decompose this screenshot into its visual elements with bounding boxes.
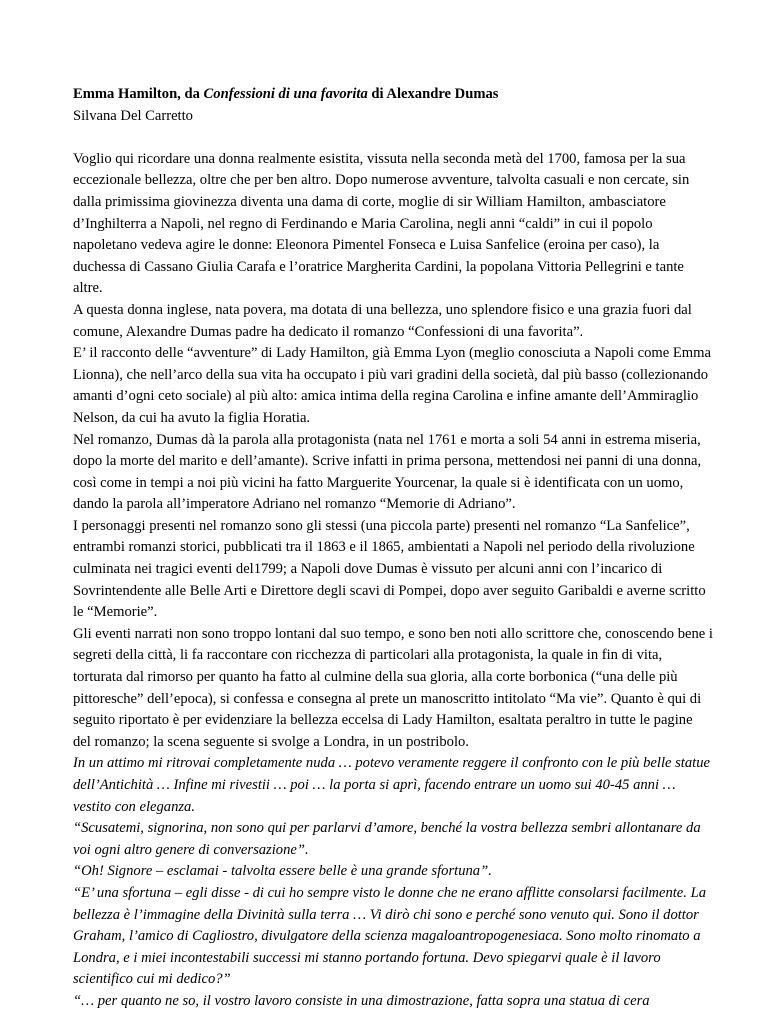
document-author: Silvana Del Carretto xyxy=(73,107,193,124)
title-text-start: Emma Hamilton, da xyxy=(73,86,204,102)
quote-paragraph: “Scusatemi, signorina, non sono qui per parlarvi d’amore, benché la vostra bellezza sembri allontanare da voi ogni altro genere di conversazione”. xyxy=(73,820,701,858)
document-title xyxy=(73,84,713,106)
document-body xyxy=(73,84,713,1013)
quote-paragraph: In un attimo mi ritrovai completamente nuda … potevo veramente reggere il confronto con le più belle statue dell’Antichità … Infine mi rivestii … poi … la porta si aprì, facendo entrare un uomo sui 40-45 anni … vestito con eleganza. xyxy=(73,755,710,815)
paragraph-events: Gli eventi narrati non sono troppo lontani dal suo tempo, e sono ben noti allo scrittore che, conoscendo bene i segreti della città, li fa raccontare con ricchezza di particolari alla protagonista, la quale in fin di vita, torturata dal rimorso per quanto ha fatto al culmine della sua gloria, alla corte borbonica (“una delle più pittoresche” dell’epoca), si confessa e consegna al prete un manoscritto intitolato “Ma vie”. Quanto è qui di seguito riportato è per evidenziare la bellezza eccelsa di Lady Hamilton, esaltata peraltro in tutte le pagine del romanzo; la scena seguente si svolge a Londra, in un postribolo. xyxy=(73,625,713,750)
paragraph-dumas-novel: A questa donna inglese, nata povera, ma dotata di una bellezza, uno splendore fisico e una grazia fuori dal comune, Alexandre Dumas padre ha dedicato il romanzo “Confessioni di una favorita”. xyxy=(73,301,692,340)
quote-paragraph: “Oh! Signore – esclamai - talvolta essere belle è una grande sfortuna”. xyxy=(73,863,492,880)
paragraph-adventures: E’ il racconto delle “avventure” di Lady Hamilton, già Emma Lyon (meglio conosciuta a Napoli come Emma Lionna), che nell’arco della sua vita ha occupato i più vari gradini della società, dal più basso (collezionando amanti d’ogni ceto sociale) al più alto: amica intima della regina Carolina e infine amante dell’Ammiraglio Nelson, da cui ha avuto la figlia Horatia. xyxy=(73,345,711,426)
quote-paragraph: “E’ una sfortuna – egli disse - di cui ho sempre visto le donne che ne erano afflitte consolarsi facilmente. La bellezza è l’immagine della Divinità sulla terra … Vi dirò chi sono e perché sono venuto qui. Sono il dottor Graham, l’amico di Cagliostro, divulgatore della scienza magaloantropogenesiaca. Sono molto rinomato a Londra, e i miei incontestabili successi mi stanno portando fortuna. Devo spiegarvi quale è il lavoro scientifico cui mi dedico?” xyxy=(73,884,706,988)
title-book-name: Confessioni di una favorita xyxy=(203,86,368,102)
paragraph-intro: Voglio qui ricordare una donna realmente esistita, vissuta nella seconda metà del 1700, famosa per la sua eccezionale bellezza, oltre che per ben altro. Dopo numerose avventure, talvolta casuali e non cercate, sin dalla primissima giovinezza diventa una dama di corte, moglie di sir William Hamilton, ambasciatore d’Inghilterra a Napoli, nel regno di Ferdinando e Maria Carolina, negli anni “caldi” in cui il popolo napoletano vedeva agire le donne: Eleonora Pimentel Fonseca e Luisa Sanfelice (eroina per caso), la duchessa di Cassano Giulia Carafa e l’oratrice Margherita Cardini, la popolana Vittoria Pellegrini e tante altre. xyxy=(73,150,690,297)
quote-paragraph: “… per quanto ne so, il vostro lavoro consiste in una dimostrazione, fatta sopra una statua di cera xyxy=(73,992,650,1009)
paragraph-characters: I personaggi presenti nel romanzo sono gli stessi (una piccola parte) presenti nel romanzo “La Sanfelice”, entrambi romanzi storici, pubblicati tra il 1863 e il 1865, ambientati a Napoli nel periodo della rivoluzione culminata nei tragici eventi del1799; a Napoli dove Dumas è vissuto per alcuni anni con l’incarico di Sovrintendente alle Belle Arti e Direttore degli scavi di Pompei, dopo aver seguito Garibaldi e averne scritto le “Memorie”. xyxy=(73,517,706,621)
title-text-end: di Alexandre Dumas xyxy=(367,86,499,102)
paragraph-first-person: Nel romanzo, Dumas dà la parola alla protagonista (nata nel 1761 e morta a soli 54 anni in estrema miseria, dopo la morte del marito e dell’amante). Scrive infatti in prima persona, mettendosi nei panni di una donna, così come in tempi a noi più vicini ha fatto Marguerite Yourcenar, la quale si è identificata con un uomo, dando la parola all’imperatore Adriano nel romanzo “Memorie di Adriano”. xyxy=(73,431,702,513)
